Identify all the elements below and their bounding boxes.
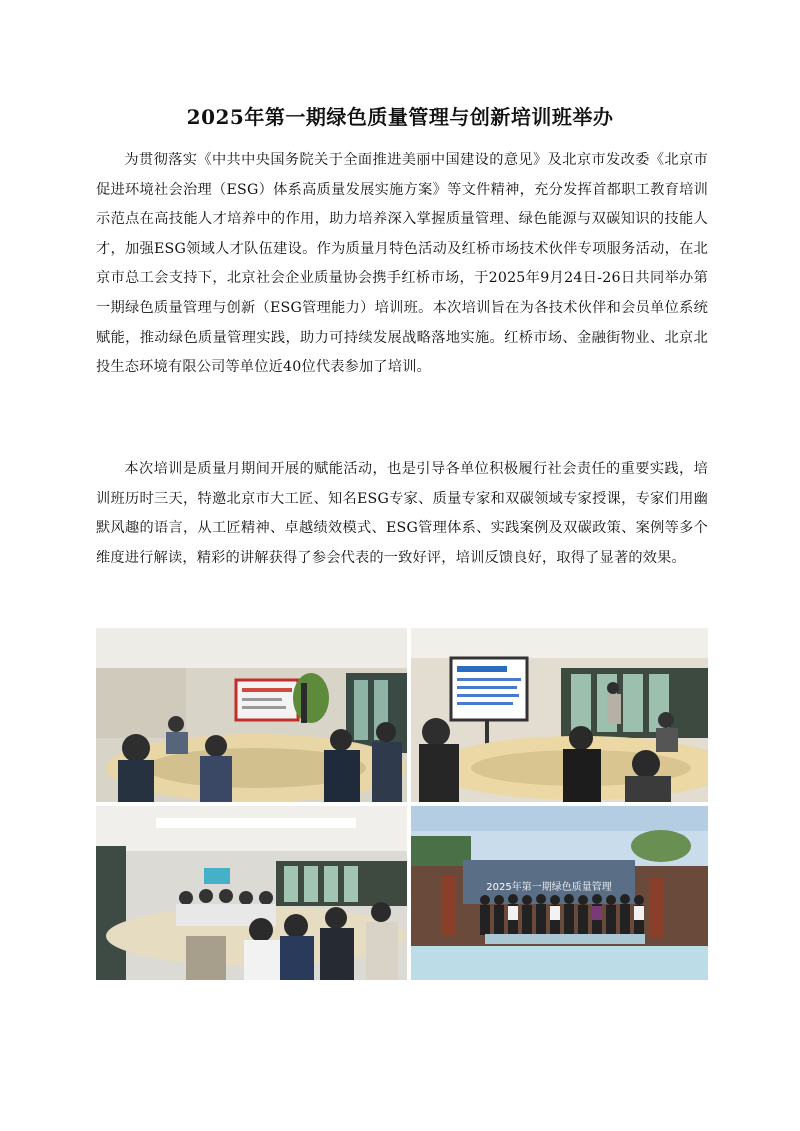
group-photo [411, 806, 708, 980]
classroom-photo-3 [96, 806, 407, 980]
classroom-photo-1 [96, 628, 407, 802]
article-title: 2025年第一期绿色质量管理与创新培训班举办 [186, 105, 614, 129]
article-paragraph-1: 为贯彻落实《中共中央国务院关于全面推进美丽中国建设的意见》及北京市发改委《北京市促进环境社会治理（ESG）体系高质量发展实施方案》等文件精神，充分发挥首都职工教育培训示范点在高技能人才培养中的作用，助力培养深入掌握质量管理、绿色能源与双碳知识的技能人才，加强ESG领域人才队伍建设。作为质量月特色活动及红桥市场技术伙伴专项服务活动，在北京市总工会支持下，北京社会企业质量协会携手红桥市场，于2025年9月24日-26日共同举办第一期绿色质量管理与创新（ESG管理能力）培训班。本次培训旨在为各技术伙伴和会员单位系统赋能，推动绿色质量管理实践，助力可持续发展战略落地实施。红桥市场、金融街物业、北京北投生态环境有限公司等单位近40位代表参加了培训。 [96, 152, 708, 376]
group-photo-banner: 2025年第一期绿色质量管理 [486, 882, 612, 893]
article-paragraph-2: 本次培训是质量月期间开展的赋能活动，也是引导各单位积极履行社会责任的重要实践，培训班历时三天，特邀北京市大工匠、知名ESG专家、质量专家和双碳领域专家授课，专家们用幽默风趣的语言，从工匠精神、卓越绩效模式、ESG管理体系、实践案例及双碳政策、案例等多个维度进行解读，精彩的讲解获得了参会代表的一致好评，培训反馈良好，取得了显著的效果。 [96, 461, 708, 566]
classroom-photo-2 [411, 628, 708, 802]
photo-grid [96, 628, 708, 980]
